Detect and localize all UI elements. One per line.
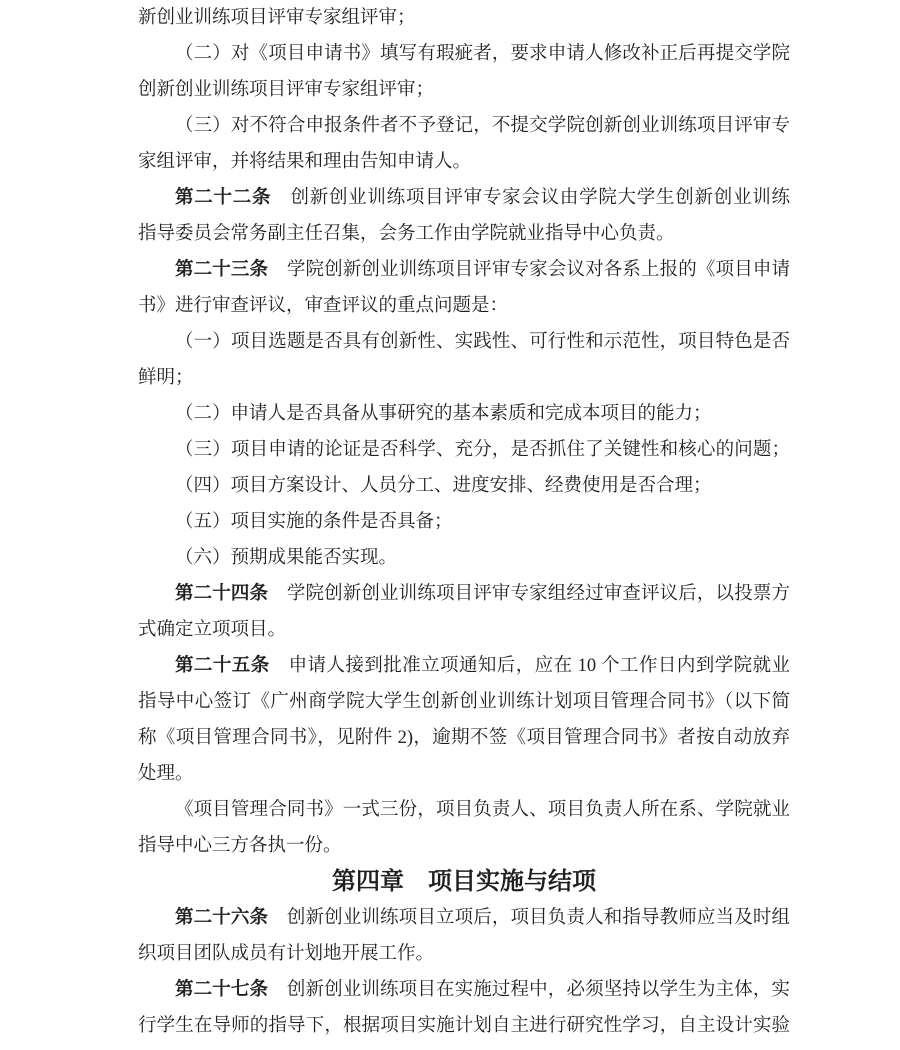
text-run: 学院创新创业训练项目评审专家会议对各系上报的《项目申请 (268, 260, 790, 280)
document-line (138, 288, 790, 324)
text-run: 学院创新创业训练项目评审专家组经过审查评议后，以投票方 (268, 584, 790, 604)
article-number: 第二十三条 (175, 260, 269, 280)
text-run: （五）项目实施的条件是否具备； (175, 512, 453, 532)
document-line (138, 36, 790, 72)
document-line (138, 252, 790, 288)
article-number: 第二十二条 (175, 188, 272, 208)
chapter-heading (138, 864, 790, 900)
text-run: 处理。 (138, 764, 194, 784)
document-line (138, 612, 790, 648)
text-run: 指导委员会常务副主任召集，会务工作由学院就业指导中心负责。 (138, 224, 675, 244)
document-line (138, 324, 790, 360)
text-run: 鲜明； (138, 368, 194, 388)
text-run: 家组评审，并将结果和理由告知申请人。 (138, 152, 472, 172)
document-line (138, 144, 790, 180)
text-run: （一）项目选题是否具有创新性、实践性、可行性和示范性，项目特色是否 (175, 332, 790, 352)
article-number: 第二十六条 (175, 908, 269, 928)
text-run: 申请人接到批准立项通知后，应在 10 个工作日内到学院就业 (269, 656, 790, 676)
document-line (138, 396, 790, 432)
document-line (138, 1008, 790, 1044)
document-line (138, 648, 790, 684)
text-run: 创新创业训练项目评审专家会议由学院大学生创新创业训练 (271, 188, 790, 208)
text-run: （四）项目方案设计、人员分工、进度安排、经费使用是否合理； (175, 476, 712, 496)
document-line (138, 972, 790, 1008)
text-run: 织项目团队成员有计划地开展工作。 (138, 944, 435, 964)
document-line (138, 828, 790, 864)
text-run: （二）申请人是否具备从事研究的基本素质和完成本项目的能力； (175, 404, 712, 424)
document-line (138, 792, 790, 828)
document-line (138, 72, 790, 108)
article-number: 第二十四条 (175, 584, 269, 604)
document-line (138, 0, 790, 36)
document-line (138, 720, 790, 756)
text-run: 称《项目管理合同书》，见附件 2)，逾期不签《项目管理合同书》者按自动放弃 (138, 728, 790, 748)
text-run: 书》进行审查评议，审查评议的重点问题是： (138, 296, 509, 316)
document-line (138, 180, 790, 216)
document-line (138, 360, 790, 396)
text-run: 指导中心签订《广州商学院大学生创新创业训练计划项目管理合同书》（以下简 (138, 692, 790, 712)
text-run: 式确定立项项目。 (138, 620, 287, 640)
document-line (138, 540, 790, 576)
document-line (138, 900, 790, 936)
document-line (138, 684, 790, 720)
text-run: （三）项目申请的论证是否科学、充分，是否抓住了关键性和核心的问题； (175, 440, 790, 460)
document-line (138, 468, 790, 504)
text-run: （二）对《项目申请书》填写有瑕疵者，要求申请人修改补正后再提交学院 (175, 44, 790, 64)
text-run: 创新创业训练项目立项后，项目负责人和指导教师应当及时组 (268, 908, 790, 928)
text-run: 创新创业训练项目评审专家组评审； (138, 80, 435, 100)
chapter-heading-text: 第四章 项目实施与结项 (332, 869, 596, 895)
text-run: 新创业训练项目评审专家组评审； (138, 8, 416, 28)
article-number: 第二十五条 (175, 656, 270, 676)
text-run: 创新创业训练项目在实施过程中，必须坚持以学生为主体，实 (268, 980, 790, 1000)
document-line (138, 756, 790, 792)
document-line (138, 936, 790, 972)
document-line (138, 432, 790, 468)
text-run: 行学生在导师的指导下，根据项目实施计划自主进行研究性学习，自主设计实验 (138, 1016, 790, 1036)
text-run: 《项目管理合同书》一式三份，项目负责人、项目负责人所在系、学院就业 (175, 800, 790, 820)
document-line (138, 576, 790, 612)
document-line (138, 504, 790, 540)
text-run: （三）对不符合申报条件者不予登记，不提交学院创新创业训练项目评审专 (175, 116, 790, 136)
text-run: （六）预期成果能否实现。 (175, 548, 398, 568)
article-number: 第二十七条 (175, 980, 269, 1000)
document-line (138, 108, 790, 144)
text-run: 指导中心三方各执一份。 (138, 836, 342, 856)
document-line (138, 216, 790, 252)
